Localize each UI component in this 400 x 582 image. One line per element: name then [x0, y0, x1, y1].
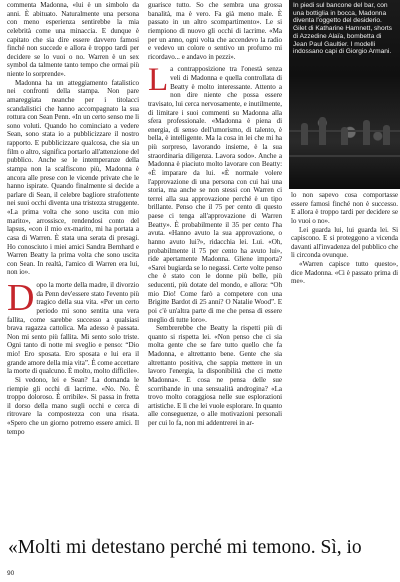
bar-photo: [289, 0, 400, 189]
paragraph: Madonna ha un atteggiamento fatalistico nei confronti della stampa. Non pare amareggiata neanche per i titolacci scandalistici che hanno accompagnato la sua rottura con Sean Penn. «In un certo senso me li sono voluti. Quando ho cominciato a vedere Sean, sono stata io a pubblicizzare il nostro rapporto. E pubblicizzare qualcosa, che sia un film o altro, significa portarlo all'attenzione del pubblico. Anche se le intemperanze della stampa non la scalfiscono più, Madonna è ancora alle prese con le vicende private che le hanno ispirate. Quando finalmente si decide a parlare di Sean, il celebre bagliore strafottente nei suoi occhi diventa una tristezza struggente. «La prima volta che sono uscita con mio marito», arrossisce, rendendosi conto del lapsus, «con il mio ex-marito, mi ha portata a casa di Warren. È stata una serata di presagi. Ho conosciuto i miei amici Sandra Bernhard e Warren Beatty la prima volta che sono uscita con Sean. In realtà, l'amico di Warren era lui, non io».: [7, 78, 139, 277]
paragraph: guarisce tutto. So che sembra una grossa banalità, ma è vero. Fa già meno male. È passato in un altro scompartimento». Le si riempiono di nuovo gli occhi di lacrime. «Ma per un anno, ogni volta che accendevo la radio e vedevo un colore o sentivo un profumo mi ricordavo... e andavo in pezzi».: [148, 1, 282, 61]
paragraph-with-dropcap: Dopo la morte della madre, il divorzio da Penn dev'essere stato l'evento più tragico della sua vita. «Per un certo periodo mi sono sentita una vera fallita, come sarebbe successo a qualsiasi brava ragazza cattolica. Ma adesso è passata. Non mi sento più fallita. Mi sento solo triste. Ogni tanto di notte mi sveglio e penso: “Dio mio! Ero sposata. Ero sposata e lui era il grande amore della mia vita”. È come accettare la morte di qualcuno. È molto, molto difficile».: [7, 277, 139, 376]
drop-cap: D: [7, 277, 35, 319]
article-column-2: [148, 1, 282, 428]
article-column-3: [291, 191, 398, 286]
pull-quote: «Molti mi detestano perché mi temono. Sì, io: [8, 537, 362, 558]
paragraph: Si vedono, lei e Sean? La domanda le riempie gli occhi di lacrime. «No. No. È troppo doloroso. È orribile». Si passa in fretta il dorso della mano sugli occhi e cerca di ritrovare la compostezza con una risata. «Spero che un giorno potremo essere amici. Il tempo: [7, 375, 139, 436]
paragraph: Sembrerebbe che Beatty la rispetti più di quanto si rispetta lei. «Non penso che ci sia molta gente che se fare tutto quello che fa Madonna, e altrettanto bene. Gente che sia altrettanto positiva, che sappia mettere in un lavoro l'energia, la disponibilità che ci mette Madonna». E cosa ne pensa delle sue scorribande in una sensualità androgina? «La trovo molto coraggiosa nelle sue esplorazioni artistiche. E lì che lei vuole esplorare. In quanto alle conseguenze, o alle motivazioni personali per cui lo fa, non mi addentrerei in ar-: [148, 324, 282, 427]
paragraph: lo non sapevo cosa comportasse essere famosi finché non è successo. E allora è troppo tardi per decidere se lo vuoi o no».: [291, 191, 398, 225]
photo-caption: In piedi sul bancone del bar, con una bottiglia in bocca, Madonna diventa l'oggetto del desiderio. Gilet di Katharine Hamnett, shorts di Azzedine Alaïa, bombetta di Jean Paul Gaultier. I modelli indossano capi di Giorgio Armani.: [293, 2, 392, 56]
paragraph: Lei guarda lui, lui guarda lei. Si capiscono. E si proteggono a vicenda davanti all'invadenza del pubblico che li circonda ovunque.: [291, 225, 398, 260]
article-column-1: [7, 1, 139, 436]
paragraph-with-dropcap: La contrapposizione tra l'onestà senza veli di Madonna e quella controllata di Beatty è molto interessante. Attento a non dire niente che possa essere travisato, lui cerca nervosamente, e inutilmente, di limitare i suoi commenti su Madonna alla sfera professionale. «Madonna è piena di energia, di senso dell'umorismo, di talento, è bella, è intelligente. Ma la cosa in lei che mi ha più sorpreso, lavorando insieme, è la sua straordinaria diligenza. Lavora sodo». Anche a Madonna è piaciuto molto lavorare con Beatty: «È imparare da lui. «È normale volere l'approvazione di una persona con cui hai una storia, ma anche se non stessi con Warren ci terrei alla sua approvazione perché è un tipo brillante. Penso che il 75 per cento di questo paese ci tenga all'approvazione di Warren Beatty». È probabilmente il 35 per cento l'ha avuta. «Hanno avuto la sua approvazione, o hanno avuto lui?», ridacchia lei. Lui. «Oh, probabilmente il 75 per cento ha avuto lui», ride apertamente Madonna. Gliene importa? «Sarei bugiarda se lo negassi. Certe volte penso che è stato con le donne più belle, più seducenti, più dotate del mondo, e allora: “Oh mio Dio! Come farò a competere con una Brigitte Bardot di 25 anni? O Natalie Wood”. E poi c'è un'altra parte di me che pensa di essere meglio di tutte loro».: [148, 62, 282, 324]
page-number: 90: [7, 570, 15, 577]
paragraph: commenta Madonna, «lui è un simbolo da anni. È abituato. Naturalmente una persona con meno esperienza sentirebbe la mia celebrità come una minaccia. E dunque è capitato che sia dire essere davvero famosi finché non succede e allora è troppo tardi per decidere se lo vuoi o no. Warren è un sex symbol da talmente tanto tempo che ormai più niente lo sorprende».: [7, 1, 139, 78]
paragraph: «Warren capisce tutto questo», dice Madonna. «Ci è passato prima di me».: [291, 260, 398, 286]
drop-cap: L: [148, 62, 169, 99]
